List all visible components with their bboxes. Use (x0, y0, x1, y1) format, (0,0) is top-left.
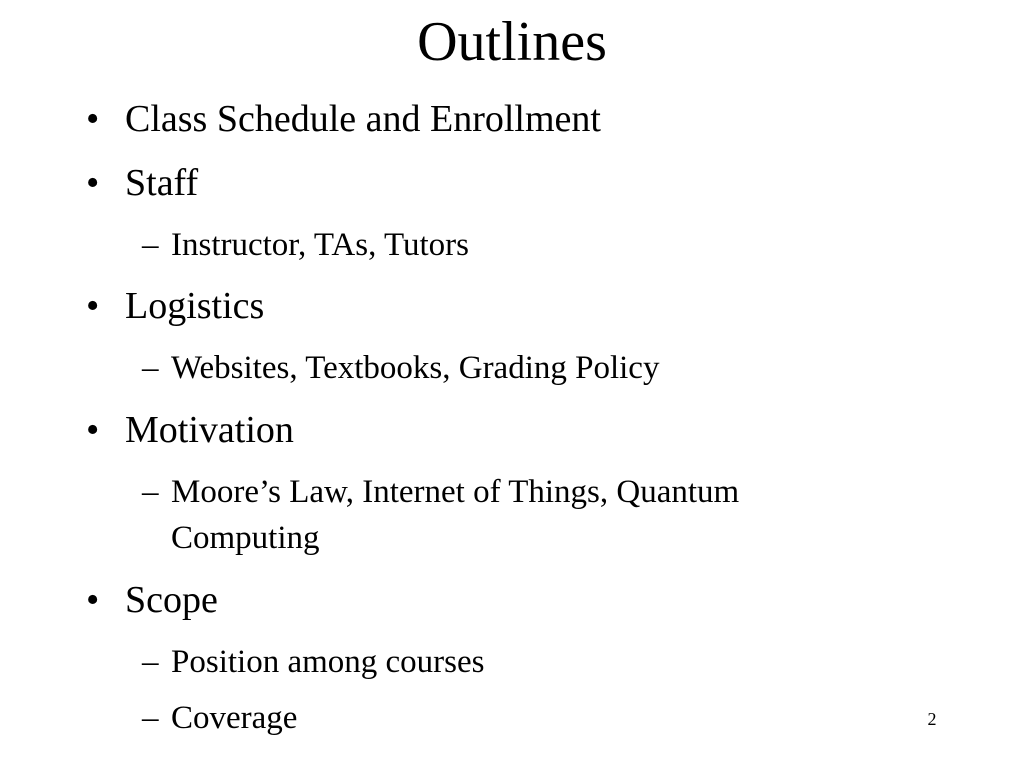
bullet-icon: • (86, 98, 100, 140)
outline-item-staff: Staff (125, 162, 199, 204)
outline-item-scope: Scope (125, 579, 218, 621)
slide-title: Outlines (417, 11, 607, 73)
dash-icon: – (142, 700, 159, 736)
bullet-icon: • (86, 409, 100, 451)
bullet-icon: • (86, 285, 100, 327)
outline-subitem-motivation-continued: Computing (171, 520, 320, 556)
outline-item-logistics: Logistics (125, 285, 265, 327)
outline-item-motivation: Motivation (125, 409, 294, 451)
outline-subitem-logistics: Websites, Textbooks, Grading Policy (171, 350, 660, 386)
dash-icon: – (142, 474, 159, 510)
dash-icon: – (142, 350, 159, 386)
outline-item-class-schedule: Class Schedule and Enrollment (125, 98, 601, 140)
outline-subitem-staff: Instructor, TAs, Tutors (171, 227, 469, 263)
bullet-icon: • (86, 579, 100, 621)
outline-subitem-position: Position among courses (171, 644, 485, 680)
bullet-icon: • (86, 162, 100, 204)
dash-icon: – (142, 644, 159, 680)
outline-subitem-coverage: Coverage (171, 700, 298, 736)
dash-icon: – (142, 227, 159, 263)
outline-subitem-motivation: Moore’s Law, Internet of Things, Quantum (171, 474, 740, 510)
page-number: 2 (927, 709, 937, 729)
